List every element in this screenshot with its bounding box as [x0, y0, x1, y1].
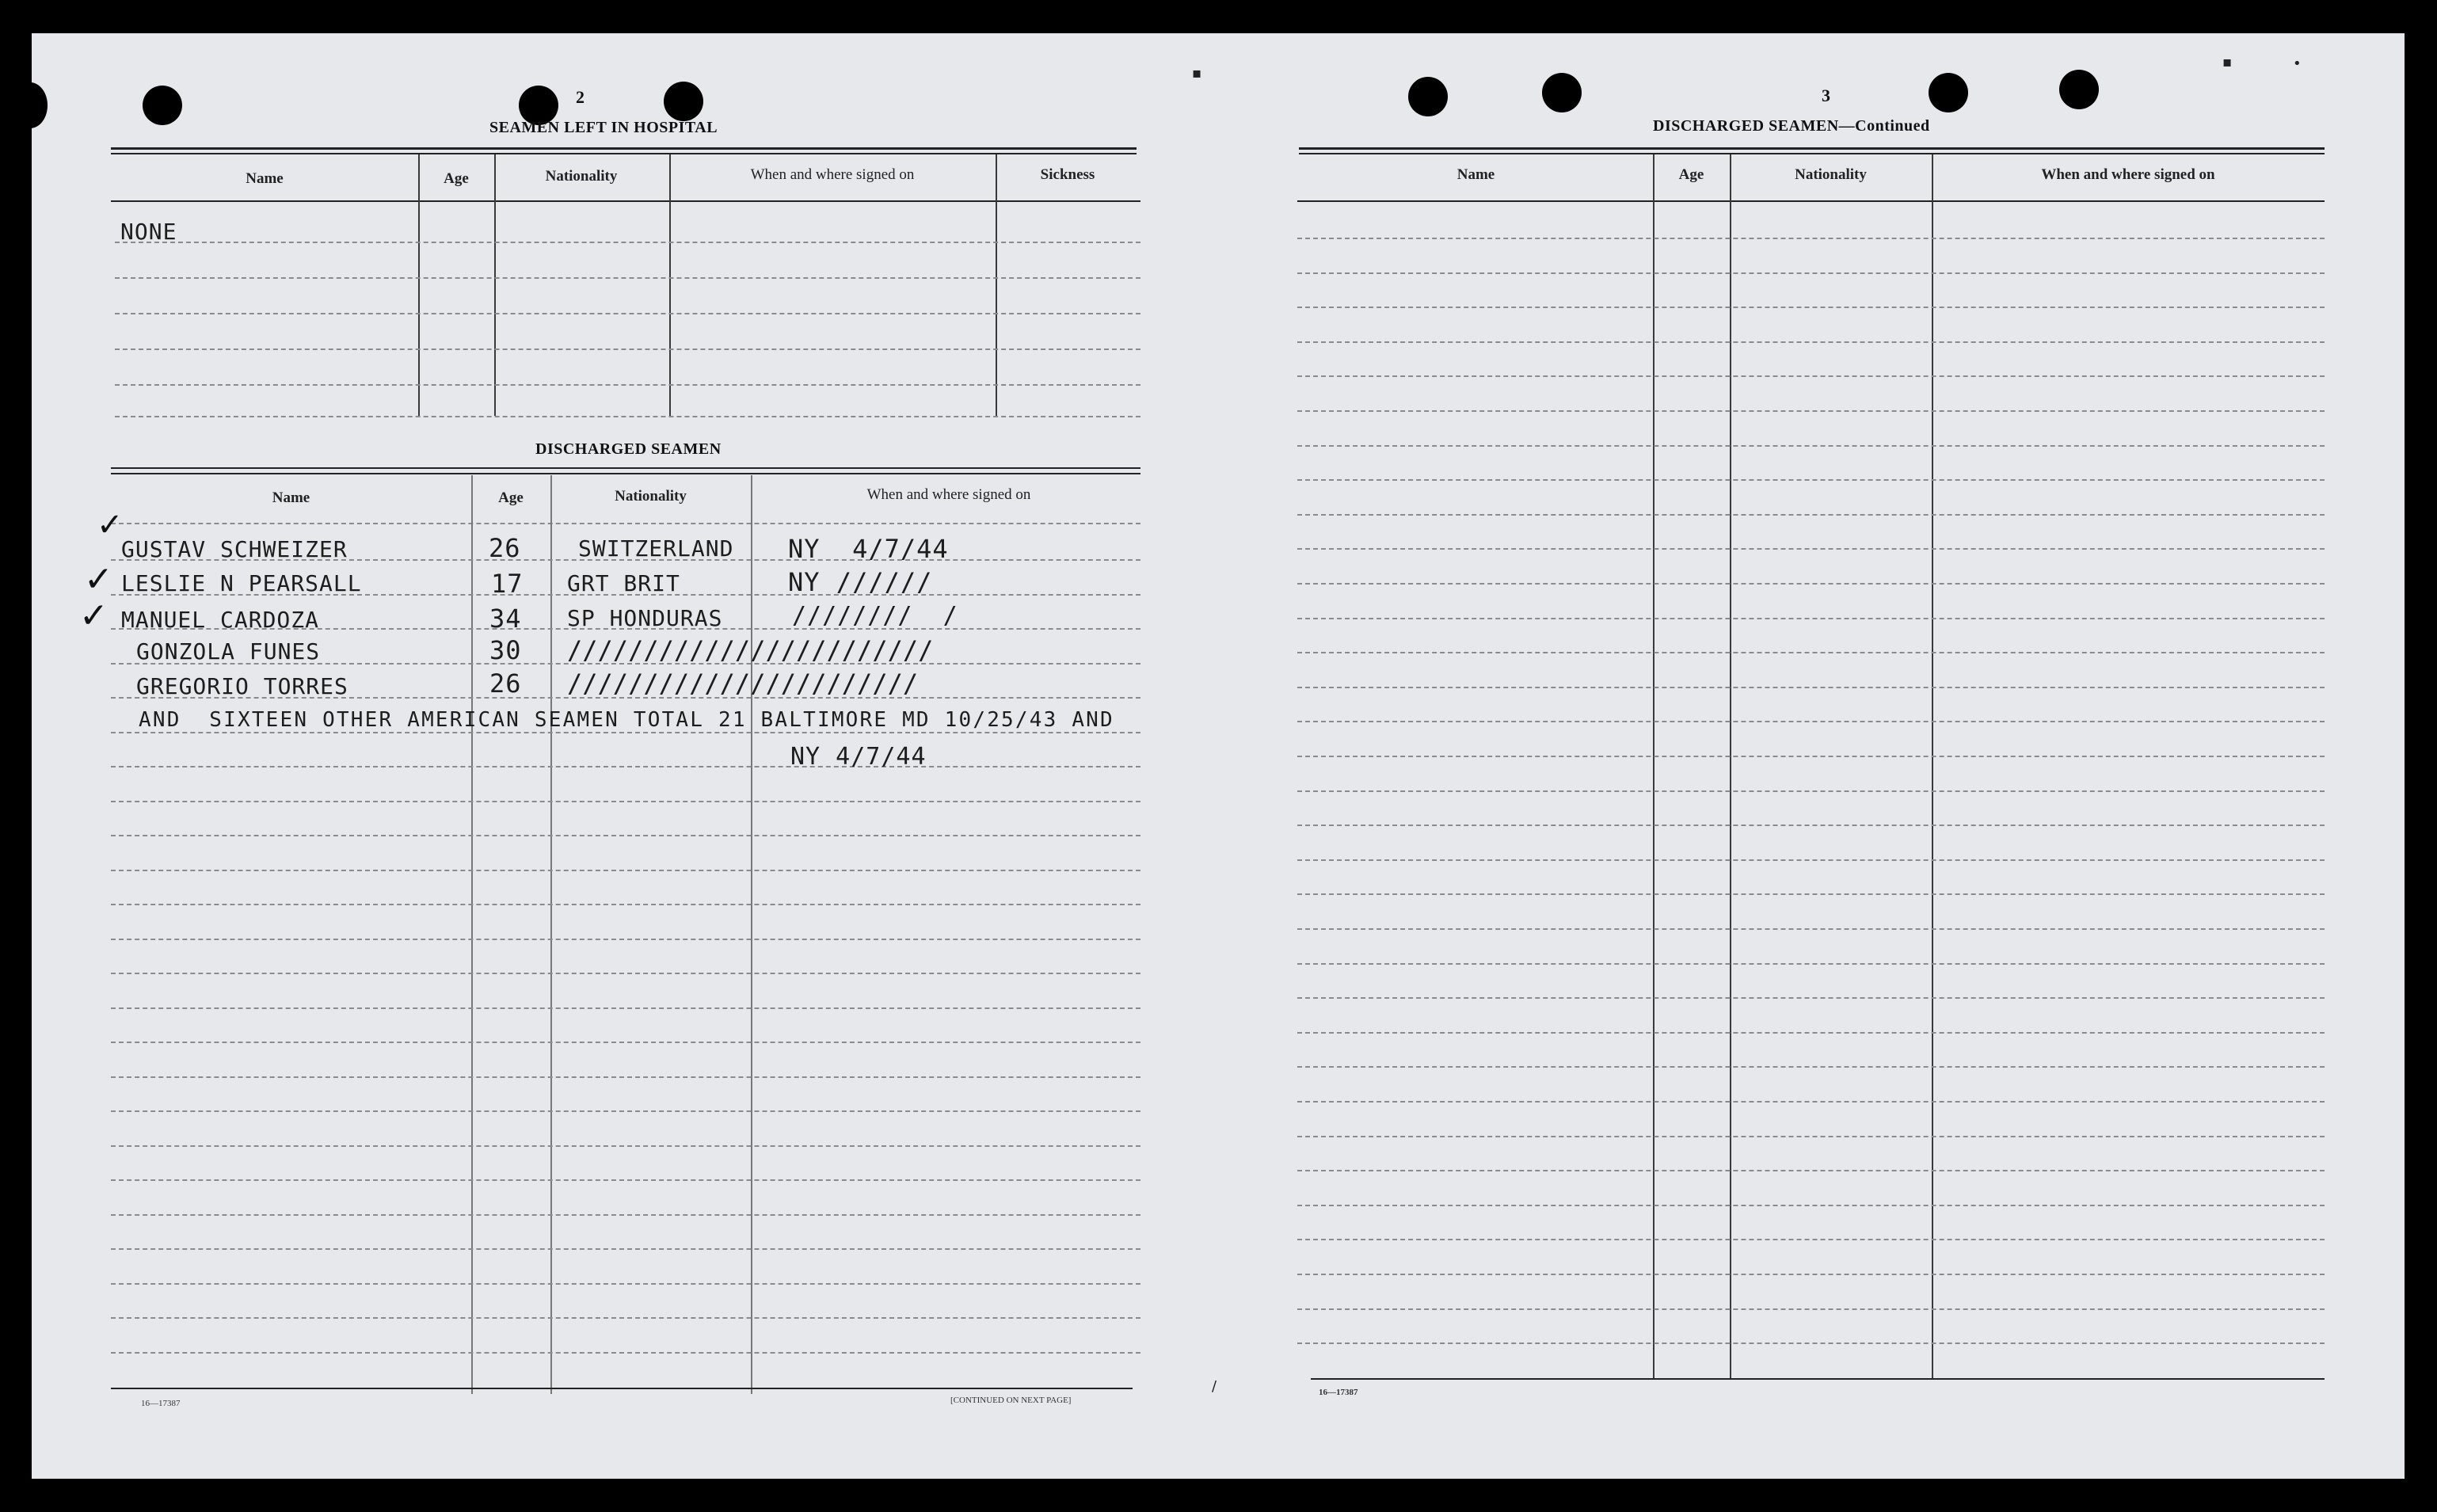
rule [1311, 1378, 2325, 1380]
column-divider [669, 154, 671, 416]
hospital-header-name: Name [246, 170, 284, 187]
hospital-header-age: Age [444, 170, 469, 187]
seaman-name: GREGORIO TORRES [136, 673, 348, 699]
row-line [111, 1317, 1140, 1319]
rule [111, 200, 1140, 202]
continued-header-signed-on: When and where signed on [2041, 166, 2215, 183]
row-line [115, 348, 1140, 350]
row-line [1297, 893, 2325, 895]
column-divider [996, 154, 997, 416]
seaman-nationality: GRT BRIT [567, 570, 680, 596]
hospital-header-sickness: Sickness [1040, 166, 1095, 183]
row-line [1297, 1170, 2325, 1171]
row-line [1297, 997, 2325, 999]
continued-header-name: Name [1456, 166, 1495, 183]
column-divider [494, 154, 496, 416]
row-line [1297, 1274, 2325, 1275]
discharged-section-title: DISCHARGED SEAMEN [535, 440, 722, 458]
discharged-continued-title: DISCHARGED SEAMEN—Continued [1653, 117, 1930, 135]
row-line [111, 1248, 1140, 1250]
row-line [1297, 928, 2325, 930]
row-line [115, 416, 1140, 417]
discharged-note-line1: AND SIXTEEN OTHER AMERICAN SEAMEN TOTAL 21 BALTIMORE MD 10/25/43 AND [139, 708, 1114, 732]
punch-hole [1408, 77, 1448, 116]
seaman-nationality: /////////////////////// [567, 668, 919, 699]
column-divider [418, 154, 420, 416]
punch-hole [664, 82, 703, 121]
punch-hole [1542, 73, 1582, 112]
row-line [111, 1179, 1140, 1181]
row-line [111, 904, 1140, 905]
row-line [1297, 963, 2325, 965]
seaman-age: 26 [489, 668, 522, 699]
row-line [111, 1007, 1140, 1009]
row-line [111, 973, 1140, 974]
row-line [1297, 514, 2325, 516]
seaman-name: LESLIE N PEARSALL [121, 570, 362, 596]
row-line [1297, 1343, 2325, 1344]
form-number-right: 16—17387 [1319, 1388, 1358, 1397]
row-line [111, 835, 1140, 836]
rule [1299, 153, 2325, 154]
row-line [111, 939, 1140, 940]
row-line [1297, 1239, 2325, 1240]
row-line [1297, 445, 2325, 447]
column-divider [471, 475, 473, 1394]
gutter-mark: / [1212, 1378, 1217, 1395]
discharged-header-age: Age [498, 489, 524, 506]
discharged-header-name: Name [272, 489, 310, 506]
row-line [1297, 825, 2325, 826]
row-line [1297, 375, 2325, 377]
discharged-header-nationality: Nationality [615, 488, 687, 505]
seaman-name: MANUEL CARDOZA [121, 607, 320, 633]
row-line [1297, 548, 2325, 550]
seaman-age: 17 [491, 569, 524, 599]
punch-hole [13, 82, 48, 128]
punch-hole [2059, 70, 2099, 109]
seaman-signed-on: NY ////// [788, 567, 933, 597]
row-line [115, 242, 1140, 243]
checkmark: ✓ [97, 507, 124, 543]
checkmark: ✓ [84, 559, 113, 600]
row-line [1297, 1136, 2325, 1137]
gutter-mark: ▪ [1192, 65, 1202, 82]
row-line [1297, 790, 2325, 792]
rule [111, 153, 1137, 154]
rule [111, 473, 1140, 474]
row-line [1297, 859, 2325, 861]
page-number-left: 2 [576, 87, 584, 107]
seaman-signed-on: NY 4/7/44 [788, 534, 949, 564]
row-line [1297, 1032, 2325, 1034]
hospital-entry-none: NONE [120, 219, 177, 245]
row-line [111, 870, 1140, 871]
row-line [1297, 583, 2325, 585]
row-line [111, 1042, 1140, 1043]
column-divider [1730, 154, 1731, 1378]
discharged-note-line2: NY 4/7/44 [790, 743, 927, 771]
row-line [115, 277, 1140, 279]
row-line [1297, 1101, 2325, 1103]
row-line [1297, 307, 2325, 308]
column-divider [1653, 154, 1654, 1378]
row-line [115, 313, 1140, 314]
seaman-nationality: SWITZERLAND [578, 535, 734, 562]
row-line [1297, 756, 2325, 757]
row-line [111, 1214, 1140, 1216]
row-line [111, 1076, 1140, 1078]
rule [111, 147, 1137, 150]
seaman-nationality: SP HONDURAS [567, 605, 723, 631]
row-line [111, 766, 1140, 767]
checkmark: ✓ [79, 596, 109, 636]
row-line [111, 801, 1140, 802]
row-line [115, 384, 1140, 386]
seaman-age: 26 [489, 533, 521, 563]
seaman-name: GONZOLA FUNES [136, 638, 321, 665]
discharged-header-signed-on: When and where signed on [866, 486, 1031, 503]
corner-mark: • [2293, 55, 2302, 72]
row-line [111, 1145, 1140, 1147]
page-number-right: 3 [1822, 86, 1830, 105]
row-line [111, 1352, 1140, 1354]
seaman-age: 30 [489, 635, 522, 665]
hospital-header-nationality: Nationality [545, 168, 618, 185]
rule [1297, 200, 2325, 202]
row-line [1297, 479, 2325, 481]
row-line [1297, 687, 2325, 688]
corner-mark: ▪ [2222, 54, 2233, 70]
punch-hole [143, 86, 182, 125]
column-divider [1932, 154, 1933, 1378]
row-line [1297, 618, 2325, 619]
rule [111, 1388, 1133, 1389]
punch-hole [1929, 73, 1968, 112]
row-line [1297, 1205, 2325, 1206]
row-line [111, 523, 1140, 524]
seaman-signed-on: //////// / [792, 602, 958, 630]
seaman-age: 34 [489, 604, 522, 634]
seaman-nationality: //////////////////////// [567, 635, 934, 665]
hospital-header-signed-on: When and where signed on [750, 166, 915, 183]
form-number-left: 16—17387 [141, 1399, 181, 1408]
row-line [111, 1283, 1140, 1285]
rule [1299, 147, 2325, 150]
row-line [1297, 721, 2325, 722]
seaman-name: GUSTAV SCHWEIZER [121, 536, 348, 562]
row-line [1297, 341, 2325, 343]
row-line [1297, 272, 2325, 274]
row-line [1297, 1308, 2325, 1310]
row-line [1297, 652, 2325, 653]
hospital-section-title: SEAMEN LEFT IN HOSPITAL [489, 119, 718, 136]
continued-header-age: Age [1678, 166, 1704, 183]
rule [111, 467, 1140, 469]
column-divider [751, 475, 752, 1394]
column-divider [550, 475, 552, 1394]
row-line [111, 1110, 1140, 1112]
row-line [1297, 238, 2325, 239]
row-line [1297, 1066, 2325, 1068]
continued-header-nationality: Nationality [1795, 166, 1867, 183]
row-line [1297, 410, 2325, 412]
continued-notice: [CONTINUED ON NEXT PAGE] [950, 1396, 1072, 1405]
